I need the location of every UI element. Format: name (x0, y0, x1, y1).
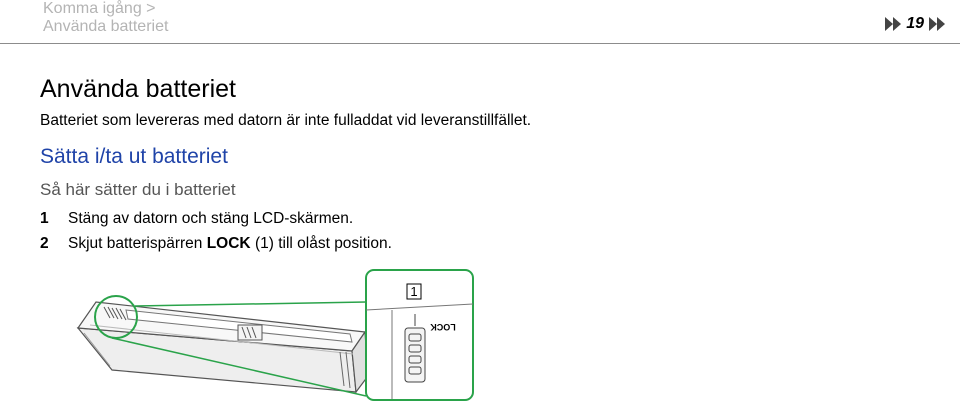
breadcrumb-current: Använda batteriet (43, 18, 169, 35)
section-title: Sätta i/ta ut batteriet (40, 145, 228, 168)
step-2 (40, 235, 392, 253)
header-divider (0, 43, 960, 44)
intro-paragraph: Batteriet som levereras med datorn är inte fulladdat vid leveranstillfället. (40, 112, 532, 129)
step-1 (40, 210, 353, 228)
step-text: Stäng av datorn och stäng LCD-skärmen. (68, 210, 354, 227)
callout-line (135, 302, 366, 306)
step-text-after: (1) till olåst position. (250, 235, 392, 252)
lock-label: LOCK (430, 322, 456, 332)
battery-image (78, 302, 368, 392)
page-title: Använda batteriet (40, 75, 236, 103)
battery-illustration (0, 262, 960, 403)
page-number: 19 (906, 15, 924, 32)
breadcrumb-parent[interactable]: Komma igång > (43, 0, 156, 17)
page-navigation (884, 14, 946, 34)
lock-keyword: LOCK (206, 235, 251, 252)
step-text-before: Skjut batterispärren (68, 235, 207, 252)
next-page-icon[interactable] (928, 16, 946, 32)
callout-number: 1 (410, 284, 418, 299)
step-number: 2 (40, 235, 49, 252)
step-number: 1 (40, 210, 49, 227)
previous-page-icon[interactable] (884, 16, 902, 32)
subsection-title: Så här sätter du i batteriet (40, 180, 236, 199)
